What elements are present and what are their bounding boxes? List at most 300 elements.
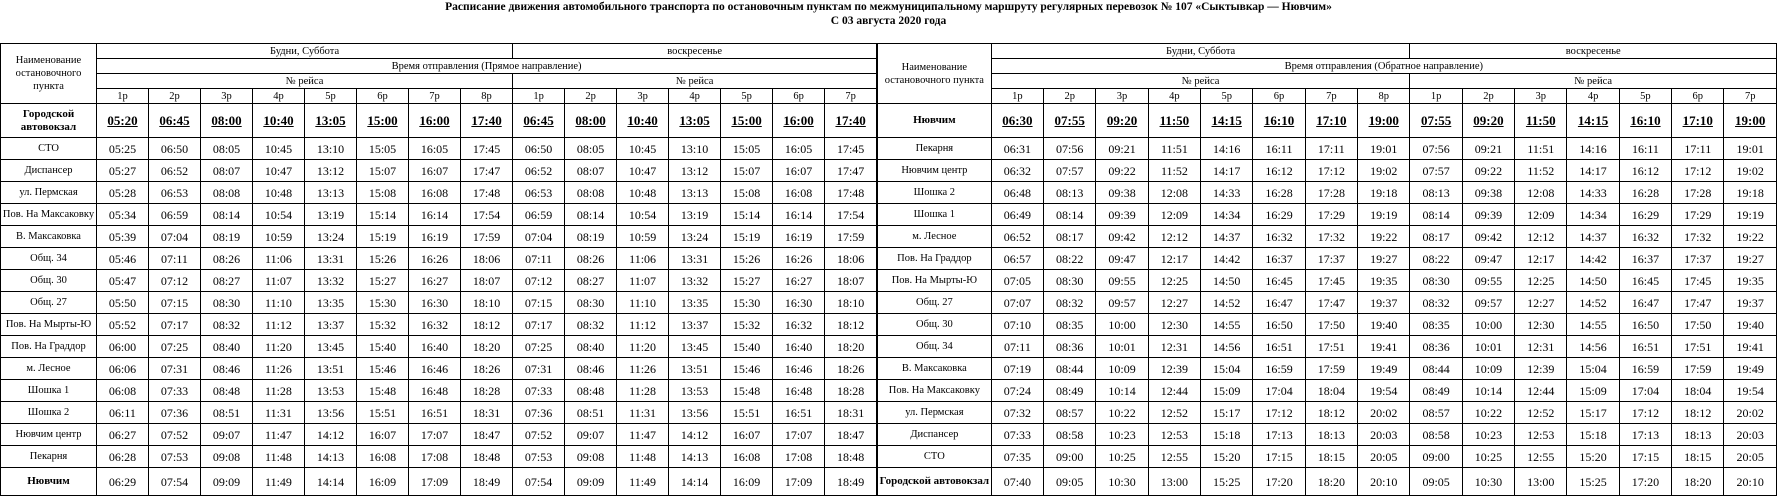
departure-time: 07:24 [991, 380, 1043, 402]
departure-time: 15:00 [721, 104, 773, 138]
schedule-table [877, 43, 1777, 496]
departure-time: 11:47 [253, 424, 305, 446]
departure-time: 06:50 [513, 138, 565, 160]
departure-time: 07:56 [1410, 138, 1462, 160]
departure-time: 16:30 [773, 292, 825, 314]
departure-time: 12:44 [1148, 380, 1200, 402]
departure-time: 17:07 [773, 424, 825, 446]
departure-time: 11:10 [617, 292, 669, 314]
departure-time: 19:37 [1358, 292, 1410, 314]
departure-time: 15:51 [357, 402, 409, 424]
table-row [878, 138, 1777, 160]
departure-time: 20:05 [1724, 446, 1777, 468]
departure-time: 18:20 [825, 336, 877, 358]
departure-time: 18:31 [461, 402, 513, 424]
departure-time: 11:31 [253, 402, 305, 424]
departure-time: 06:00 [97, 336, 149, 358]
table-row [878, 160, 1777, 182]
departure-time: 13:24 [669, 226, 721, 248]
departure-time: 09:07 [201, 424, 253, 446]
stop-name: Пов. На Граддор [878, 248, 992, 270]
departure-time: 12:31 [1148, 336, 1200, 358]
departure-time: 09:20 [1096, 104, 1148, 138]
departure-time: 09:47 [1096, 248, 1148, 270]
departure-time: 12:52 [1148, 402, 1200, 424]
departure-time: 08:27 [201, 270, 253, 292]
direction-header: Время отправления (Прямое направление) [97, 59, 877, 74]
departure-time: 15:14 [721, 204, 773, 226]
departure-time: 07:15 [149, 292, 201, 314]
departure-time: 17:11 [1305, 138, 1357, 160]
trip-number: 4р [1567, 89, 1619, 104]
departure-time: 08:51 [565, 402, 617, 424]
departure-time: 15:20 [1567, 446, 1619, 468]
departure-time: 15:32 [357, 314, 409, 336]
departure-time: 16:28 [1619, 182, 1671, 204]
departure-time: 17:12 [1672, 160, 1724, 182]
departure-time: 17:20 [1619, 468, 1671, 496]
departure-time: 06:28 [97, 446, 149, 468]
departure-time: 18:31 [825, 402, 877, 424]
departure-time: 08:51 [201, 402, 253, 424]
departure-time: 18:13 [1672, 424, 1724, 446]
departure-time: 15:17 [1201, 402, 1253, 424]
weekday-header: Будни, Суббота [97, 44, 513, 59]
departure-time: 08:07 [201, 160, 253, 182]
departure-time: 20:10 [1358, 468, 1410, 496]
trip-number: 3р [201, 89, 253, 104]
departure-time: 09:20 [1462, 104, 1514, 138]
departure-time: 07:52 [149, 424, 201, 446]
table-row [1, 104, 877, 138]
departure-time: 08:08 [201, 182, 253, 204]
table-row [878, 270, 1777, 292]
departure-time: 06:57 [991, 248, 1043, 270]
stop-name-header: Наименование остановочного пункта [1, 44, 97, 104]
departure-time: 19:49 [1358, 358, 1410, 380]
departure-time: 17:47 [1672, 292, 1724, 314]
departure-time: 15:25 [1567, 468, 1619, 496]
trip-number: 2р [1462, 89, 1514, 104]
departure-time: 15:17 [1567, 402, 1619, 424]
departure-time: 10:40 [253, 104, 305, 138]
departure-time: 06:27 [97, 424, 149, 446]
departure-time: 16:59 [1253, 358, 1305, 380]
departure-time: 20:05 [1358, 446, 1410, 468]
departure-time: 09:21 [1096, 138, 1148, 160]
departure-time: 09:05 [1044, 468, 1096, 496]
departure-time: 06:29 [97, 468, 149, 496]
stop-name: Пов. На Мырты-Ю [1, 314, 97, 336]
departure-time: 06:53 [149, 182, 201, 204]
departure-time: 15:18 [1201, 424, 1253, 446]
departure-time: 14:14 [669, 468, 721, 496]
departure-time: 13:12 [305, 160, 357, 182]
departure-time: 17:51 [1305, 336, 1357, 358]
departure-time: 17:12 [1619, 402, 1671, 424]
departure-time: 12:30 [1148, 314, 1200, 336]
departure-time: 18:49 [825, 468, 877, 496]
departure-time: 17:48 [825, 182, 877, 204]
departure-time: 16:32 [1619, 226, 1671, 248]
departure-time: 15:27 [721, 270, 773, 292]
departure-time: 16:48 [409, 380, 461, 402]
departure-time: 17:13 [1619, 424, 1671, 446]
departure-time: 14:37 [1201, 226, 1253, 248]
stop-name: Шошка 1 [1, 380, 97, 402]
departure-time: 14:33 [1201, 182, 1253, 204]
departure-time: 17:07 [409, 424, 461, 446]
departure-time: 06:52 [513, 160, 565, 182]
table-row [878, 358, 1777, 380]
departure-time: 17:45 [1672, 270, 1724, 292]
departure-time: 16:40 [409, 336, 461, 358]
departure-time: 14:34 [1201, 204, 1253, 226]
stop-name: Пекарня [1, 446, 97, 468]
departure-time: 17:47 [825, 160, 877, 182]
departure-time: 11:20 [253, 336, 305, 358]
departure-time: 08:32 [1410, 292, 1462, 314]
table-row [1, 204, 877, 226]
departure-time: 16:29 [1253, 204, 1305, 226]
departure-time: 13:10 [669, 138, 721, 160]
table-row [1, 358, 877, 380]
departure-time: 19:54 [1358, 380, 1410, 402]
departure-time: 12:55 [1515, 446, 1567, 468]
table-row [1, 248, 877, 270]
trip-number: 7р [825, 89, 877, 104]
departure-time: 13:32 [669, 270, 721, 292]
departure-time: 16:48 [773, 380, 825, 402]
departure-time: 07:55 [1410, 104, 1462, 138]
departure-time: 19:22 [1358, 226, 1410, 248]
departure-time: 07:04 [149, 226, 201, 248]
table-row [878, 314, 1777, 336]
departure-time: 11:51 [1515, 138, 1567, 160]
departure-time: 16:47 [1253, 292, 1305, 314]
departure-time: 13:13 [669, 182, 721, 204]
table-row [1, 270, 877, 292]
departure-time: 18:12 [461, 314, 513, 336]
weekday-header: Будни, Суббота [991, 44, 1410, 59]
departure-time: 13:56 [305, 402, 357, 424]
departure-time: 14:17 [1201, 160, 1253, 182]
stop-name: м. Лесное [1, 358, 97, 380]
departure-time: 16:14 [409, 204, 461, 226]
departure-time: 07:11 [513, 248, 565, 270]
departure-time: 14:12 [305, 424, 357, 446]
departure-time: 19:01 [1358, 138, 1410, 160]
departure-time: 09:00 [1044, 446, 1096, 468]
departure-time: 12:39 [1148, 358, 1200, 380]
departure-time: 08:58 [1044, 424, 1096, 446]
table-row [1, 402, 877, 424]
trip-number: 4р [669, 89, 721, 104]
stop-name: Шошка 2 [878, 182, 992, 204]
trip-number: 1р [991, 89, 1043, 104]
departure-time: 17:37 [1672, 248, 1724, 270]
departure-time: 11:47 [617, 424, 669, 446]
departure-time: 07:10 [991, 314, 1043, 336]
departure-time: 18:48 [461, 446, 513, 468]
departure-time: 16:51 [773, 402, 825, 424]
departure-time: 08:08 [565, 182, 617, 204]
departure-time: 13:24 [305, 226, 357, 248]
departure-time: 16:28 [1253, 182, 1305, 204]
departure-time: 10:47 [617, 160, 669, 182]
departure-time: 12:12 [1148, 226, 1200, 248]
departure-time: 12:12 [1515, 226, 1567, 248]
trip-number-header-sunday: № рейса [513, 74, 877, 89]
stop-name: Нювчим [878, 104, 992, 138]
departure-time: 05:34 [97, 204, 149, 226]
departure-time: 16:08 [357, 446, 409, 468]
departure-time: 13:05 [669, 104, 721, 138]
departure-time: 18:04 [1305, 380, 1357, 402]
departure-time: 10:00 [1462, 314, 1514, 336]
departure-time: 15:46 [721, 358, 773, 380]
departure-time: 08:35 [1410, 314, 1462, 336]
departure-time: 17:11 [1672, 138, 1724, 160]
stop-name: м. Лесное [878, 226, 992, 248]
departure-time: 11:06 [253, 248, 305, 270]
departure-time: 19:01 [1724, 138, 1777, 160]
departure-time: 10:14 [1462, 380, 1514, 402]
table-row [878, 468, 1777, 496]
departure-time: 07:12 [513, 270, 565, 292]
departure-time: 12:08 [1148, 182, 1200, 204]
departure-time: 16:12 [1619, 160, 1671, 182]
departure-time: 11:52 [1148, 160, 1200, 182]
stop-name: СТО [878, 446, 992, 468]
departure-time: 10:22 [1096, 402, 1148, 424]
departure-time: 17:59 [461, 226, 513, 248]
departure-time: 16:37 [1253, 248, 1305, 270]
departure-time: 12:31 [1515, 336, 1567, 358]
departure-time: 07:55 [1044, 104, 1096, 138]
departure-time: 13:05 [305, 104, 357, 138]
departure-time: 16:07 [721, 424, 773, 446]
departure-time: 09:55 [1462, 270, 1514, 292]
departure-time: 15:51 [721, 402, 773, 424]
departure-time: 15:27 [357, 270, 409, 292]
departure-time: 10:59 [617, 226, 669, 248]
schedule-table [0, 43, 877, 496]
departure-time: 16:47 [1619, 292, 1671, 314]
departure-time: 12:27 [1148, 292, 1200, 314]
departure-time: 08:58 [1410, 424, 1462, 446]
departure-time: 07:53 [513, 446, 565, 468]
departure-time: 15:07 [721, 160, 773, 182]
sunday-header: воскресенье [1410, 44, 1777, 59]
departure-time: 07:31 [149, 358, 201, 380]
departure-time: 07:04 [513, 226, 565, 248]
departure-time: 11:52 [1515, 160, 1567, 182]
departure-time: 17:28 [1672, 182, 1724, 204]
departure-time: 11:50 [1515, 104, 1567, 138]
departure-time: 14:12 [669, 424, 721, 446]
trip-number: 7р [1305, 89, 1357, 104]
departure-time: 18:06 [825, 248, 877, 270]
departure-time: 08:32 [565, 314, 617, 336]
stop-name: Общ. 34 [1, 248, 97, 270]
departure-time: 18:04 [1672, 380, 1724, 402]
departure-time: 12:53 [1515, 424, 1567, 446]
departure-time: 11:48 [617, 446, 669, 468]
departure-time: 06:49 [991, 204, 1043, 226]
departure-time: 19:00 [1724, 104, 1777, 138]
departure-time: 15:04 [1567, 358, 1619, 380]
departure-time: 10:23 [1462, 424, 1514, 446]
trip-number-header-weekday: № рейса [97, 74, 513, 89]
departure-time: 16:27 [409, 270, 461, 292]
departure-time: 19:27 [1358, 248, 1410, 270]
departure-time: 14:15 [1201, 104, 1253, 138]
departure-time: 10:30 [1462, 468, 1514, 496]
departure-time: 06:59 [149, 204, 201, 226]
table-row [878, 226, 1777, 248]
departure-time: 14:13 [669, 446, 721, 468]
departure-time: 14:52 [1567, 292, 1619, 314]
departure-time: 08:26 [565, 248, 617, 270]
schedule-table-forward [0, 43, 877, 496]
departure-time: 06:06 [97, 358, 149, 380]
departure-time: 16:19 [409, 226, 461, 248]
departure-time: 16:37 [1619, 248, 1671, 270]
departure-time: 20:03 [1724, 424, 1777, 446]
departure-time: 17:50 [1672, 314, 1724, 336]
departure-time: 08:44 [1410, 358, 1462, 380]
table-row [1, 424, 877, 446]
departure-time: 08:32 [201, 314, 253, 336]
departure-time: 07:33 [513, 380, 565, 402]
departure-time: 07:05 [991, 270, 1043, 292]
departure-time: 18:20 [1672, 468, 1724, 496]
departure-time: 10:45 [617, 138, 669, 160]
trip-number: 2р [1044, 89, 1096, 104]
departure-time: 19:27 [1724, 248, 1777, 270]
departure-time: 07:07 [991, 292, 1043, 314]
sunday-header: воскресенье [513, 44, 877, 59]
departure-time: 09:57 [1096, 292, 1148, 314]
departure-time: 18:49 [461, 468, 513, 496]
departure-time: 07:52 [513, 424, 565, 446]
departure-time: 10:54 [617, 204, 669, 226]
departure-time: 06:59 [513, 204, 565, 226]
departure-time: 09:21 [1462, 138, 1514, 160]
departure-time: 18:48 [825, 446, 877, 468]
departure-time: 15:09 [1567, 380, 1619, 402]
departure-time: 17:54 [825, 204, 877, 226]
departure-time: 10:47 [253, 160, 305, 182]
departure-time: 17:28 [1305, 182, 1357, 204]
departure-time: 13:45 [305, 336, 357, 358]
departure-time: 17:45 [1305, 270, 1357, 292]
departure-time: 05:25 [97, 138, 149, 160]
departure-time: 09:22 [1462, 160, 1514, 182]
departure-time: 10:45 [253, 138, 305, 160]
departure-time: 07:31 [513, 358, 565, 380]
departure-time: 19:02 [1358, 160, 1410, 182]
table-row [1, 336, 877, 358]
departure-time: 16:14 [773, 204, 825, 226]
departure-time: 08:22 [1410, 248, 1462, 270]
departure-time: 15:19 [721, 226, 773, 248]
departure-time: 08:30 [1044, 270, 1096, 292]
departure-time: 18:20 [1305, 468, 1357, 496]
departure-time: 19:35 [1724, 270, 1777, 292]
departure-time: 17:29 [1672, 204, 1724, 226]
stop-name-header: Наименование остановочного пункта [878, 44, 992, 104]
departure-time: 19:18 [1724, 182, 1777, 204]
departure-time: 06:45 [149, 104, 201, 138]
trip-number: 1р [97, 89, 149, 104]
departure-time: 10:40 [617, 104, 669, 138]
departure-time: 15:05 [357, 138, 409, 160]
trip-number: 3р [1515, 89, 1567, 104]
departure-time: 08:13 [1410, 182, 1462, 204]
departure-time: 10:59 [253, 226, 305, 248]
departure-time: 14:16 [1201, 138, 1253, 160]
departure-time: 11:51 [1148, 138, 1200, 160]
departure-time: 10:25 [1096, 446, 1148, 468]
page-title: Расписание движения автомобильного транспорта по остановочным пунктам по межмуниципальному маршруту регулярных перевозок № 107 «Сыктывкар — Нювчим» [445, 1, 1332, 13]
departure-time: 10:01 [1462, 336, 1514, 358]
stop-name: Нювчим центр [1, 424, 97, 446]
departure-time: 13:35 [305, 292, 357, 314]
departure-time: 08:40 [565, 336, 617, 358]
departure-time: 17:15 [1619, 446, 1671, 468]
stop-name: Пов. На Мырты-Ю [878, 270, 992, 292]
departure-time: 08:05 [201, 138, 253, 160]
departure-time: 14:15 [1567, 104, 1619, 138]
departure-time: 15:08 [357, 182, 409, 204]
departure-time: 11:49 [617, 468, 669, 496]
departure-time: 15:20 [1201, 446, 1253, 468]
departure-time: 16:51 [1253, 336, 1305, 358]
departure-time: 09:39 [1096, 204, 1148, 226]
departure-time: 07:25 [513, 336, 565, 358]
departure-time: 07:32 [991, 402, 1043, 424]
departure-time: 09:42 [1096, 226, 1148, 248]
trip-number: 2р [565, 89, 617, 104]
trip-number: 5р [1201, 89, 1253, 104]
departure-time: 05:50 [97, 292, 149, 314]
departure-time: 18:47 [825, 424, 877, 446]
departure-time: 12:17 [1148, 248, 1200, 270]
departure-time: 19:41 [1358, 336, 1410, 358]
departure-time: 13:53 [669, 380, 721, 402]
departure-time: 14:52 [1201, 292, 1253, 314]
departure-time: 10:09 [1096, 358, 1148, 380]
departure-time: 16:51 [1619, 336, 1671, 358]
departure-time: 09:05 [1410, 468, 1462, 496]
departure-time: 16:19 [773, 226, 825, 248]
departure-time: 12:09 [1515, 204, 1567, 226]
departure-time: 11:10 [253, 292, 305, 314]
departure-time: 17:09 [773, 468, 825, 496]
departure-time: 17:51 [1672, 336, 1724, 358]
departure-time: 08:00 [201, 104, 253, 138]
departure-time: 16:30 [409, 292, 461, 314]
departure-time: 16:46 [409, 358, 461, 380]
departure-time: 13:31 [669, 248, 721, 270]
departure-time: 07:11 [991, 336, 1043, 358]
table-row [878, 424, 1777, 446]
departure-time: 14:16 [1567, 138, 1619, 160]
departure-time: 17:04 [1619, 380, 1671, 402]
departure-time: 15:25 [1201, 468, 1253, 496]
